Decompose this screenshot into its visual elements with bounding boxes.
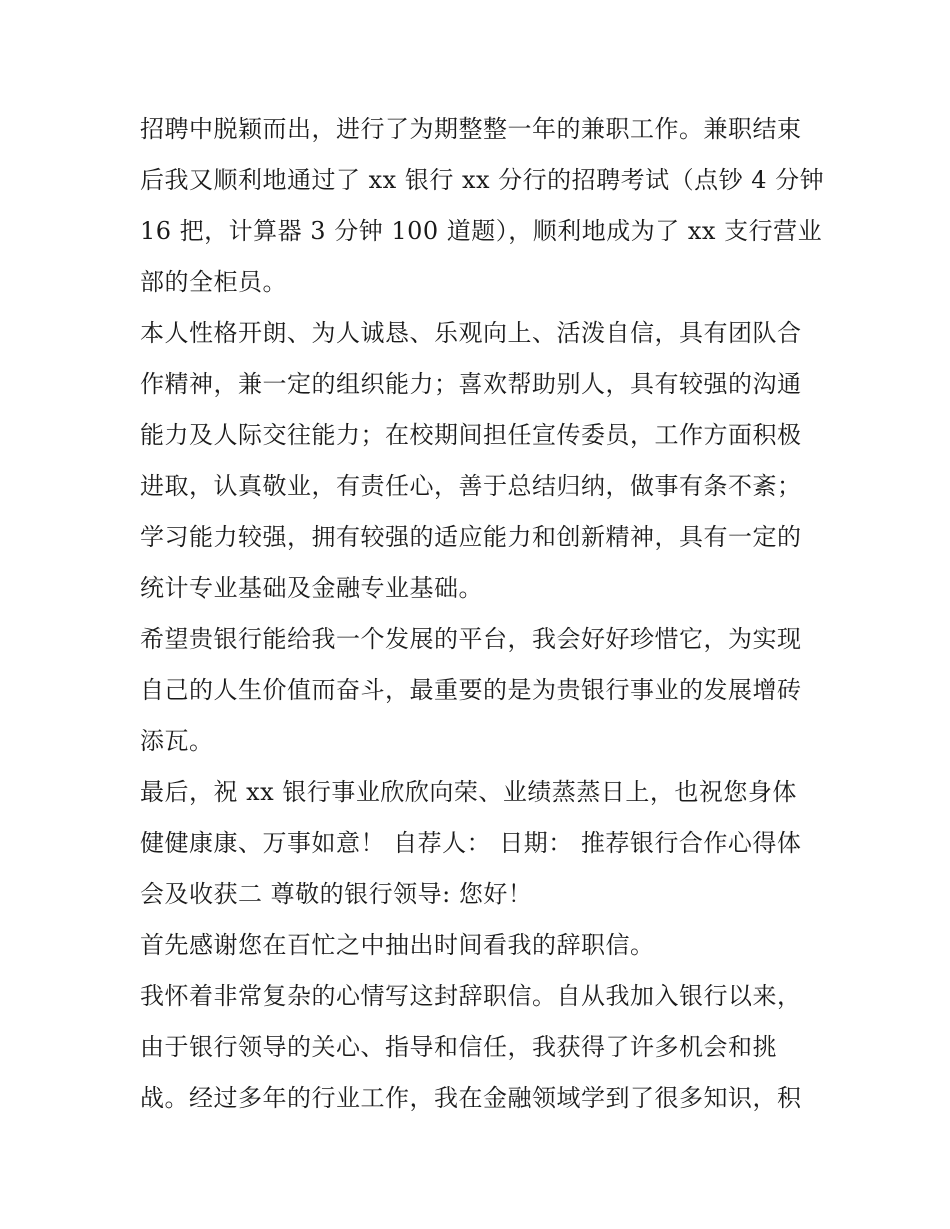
text-line: 最后，祝 xx 银行事业欣欣向荣、业绩蒸蒸日上，也祝您身体 <box>140 778 797 806</box>
text-line: 添瓦。 <box>140 727 214 755</box>
text-line: 学习能力较强，拥有较强的适应能力和创新精神，具有一定的 <box>140 523 802 551</box>
text-line: 希望贵银行能给我一个发展的平台，我会好好珍惜它，为实现 <box>140 625 802 653</box>
text-line: 本人性格开朗、为人诚恳、乐观向上、活泼自信，具有团队合 <box>140 319 802 347</box>
text-line: 统计专业基础及金融专业基础。 <box>140 574 483 602</box>
text-line: 会及收获二 尊敬的银行领导: 您好！ <box>140 880 533 908</box>
text-line: 16 把，计算器 3 分钟 100 道题），顺利地成为了 xx 支行营业 <box>140 217 823 245</box>
text-line: 后我又顺利地通过了 xx 银行 xx 分行的招聘考试（点钞 4 分钟 <box>140 166 825 194</box>
text-line: 健健康康、万事如意！ 自荐人： 日期： 推荐银行合作心得体 <box>140 829 802 857</box>
text-line: 部的全柜员。 <box>140 268 287 296</box>
text-line: 能力及人际交往能力；在校期间担任宣传委员，工作方面积极 <box>140 421 802 449</box>
text-line: 首先感谢您在百忙之中抽出时间看我的辞职信。 <box>140 931 655 959</box>
text-line: 作精神，兼一定的组织能力；喜欢帮助别人，具有较强的沟通 <box>140 370 802 398</box>
text-line: 招聘中脱颖而出，进行了为期整整一年的兼职工作。兼职结束 <box>140 115 802 143</box>
text-line: 进取，认真敬业，有责任心，善于总结归纳，做事有条不紊； <box>140 472 802 500</box>
text-line: 自己的人生价值而奋斗，最重要的是为贵银行事业的发展增砖 <box>140 676 802 704</box>
document-body <box>140 104 830 1124</box>
text-line: 我怀着非常复杂的心情写这封辞职信。自从我加入银行以来， <box>140 982 802 1010</box>
text-line: 由于银行领导的关心、指导和信任，我获得了许多机会和挑 <box>140 1033 777 1061</box>
text-line: 战。经过多年的行业工作，我在金融领域学到了很多知识，积 <box>140 1084 802 1112</box>
